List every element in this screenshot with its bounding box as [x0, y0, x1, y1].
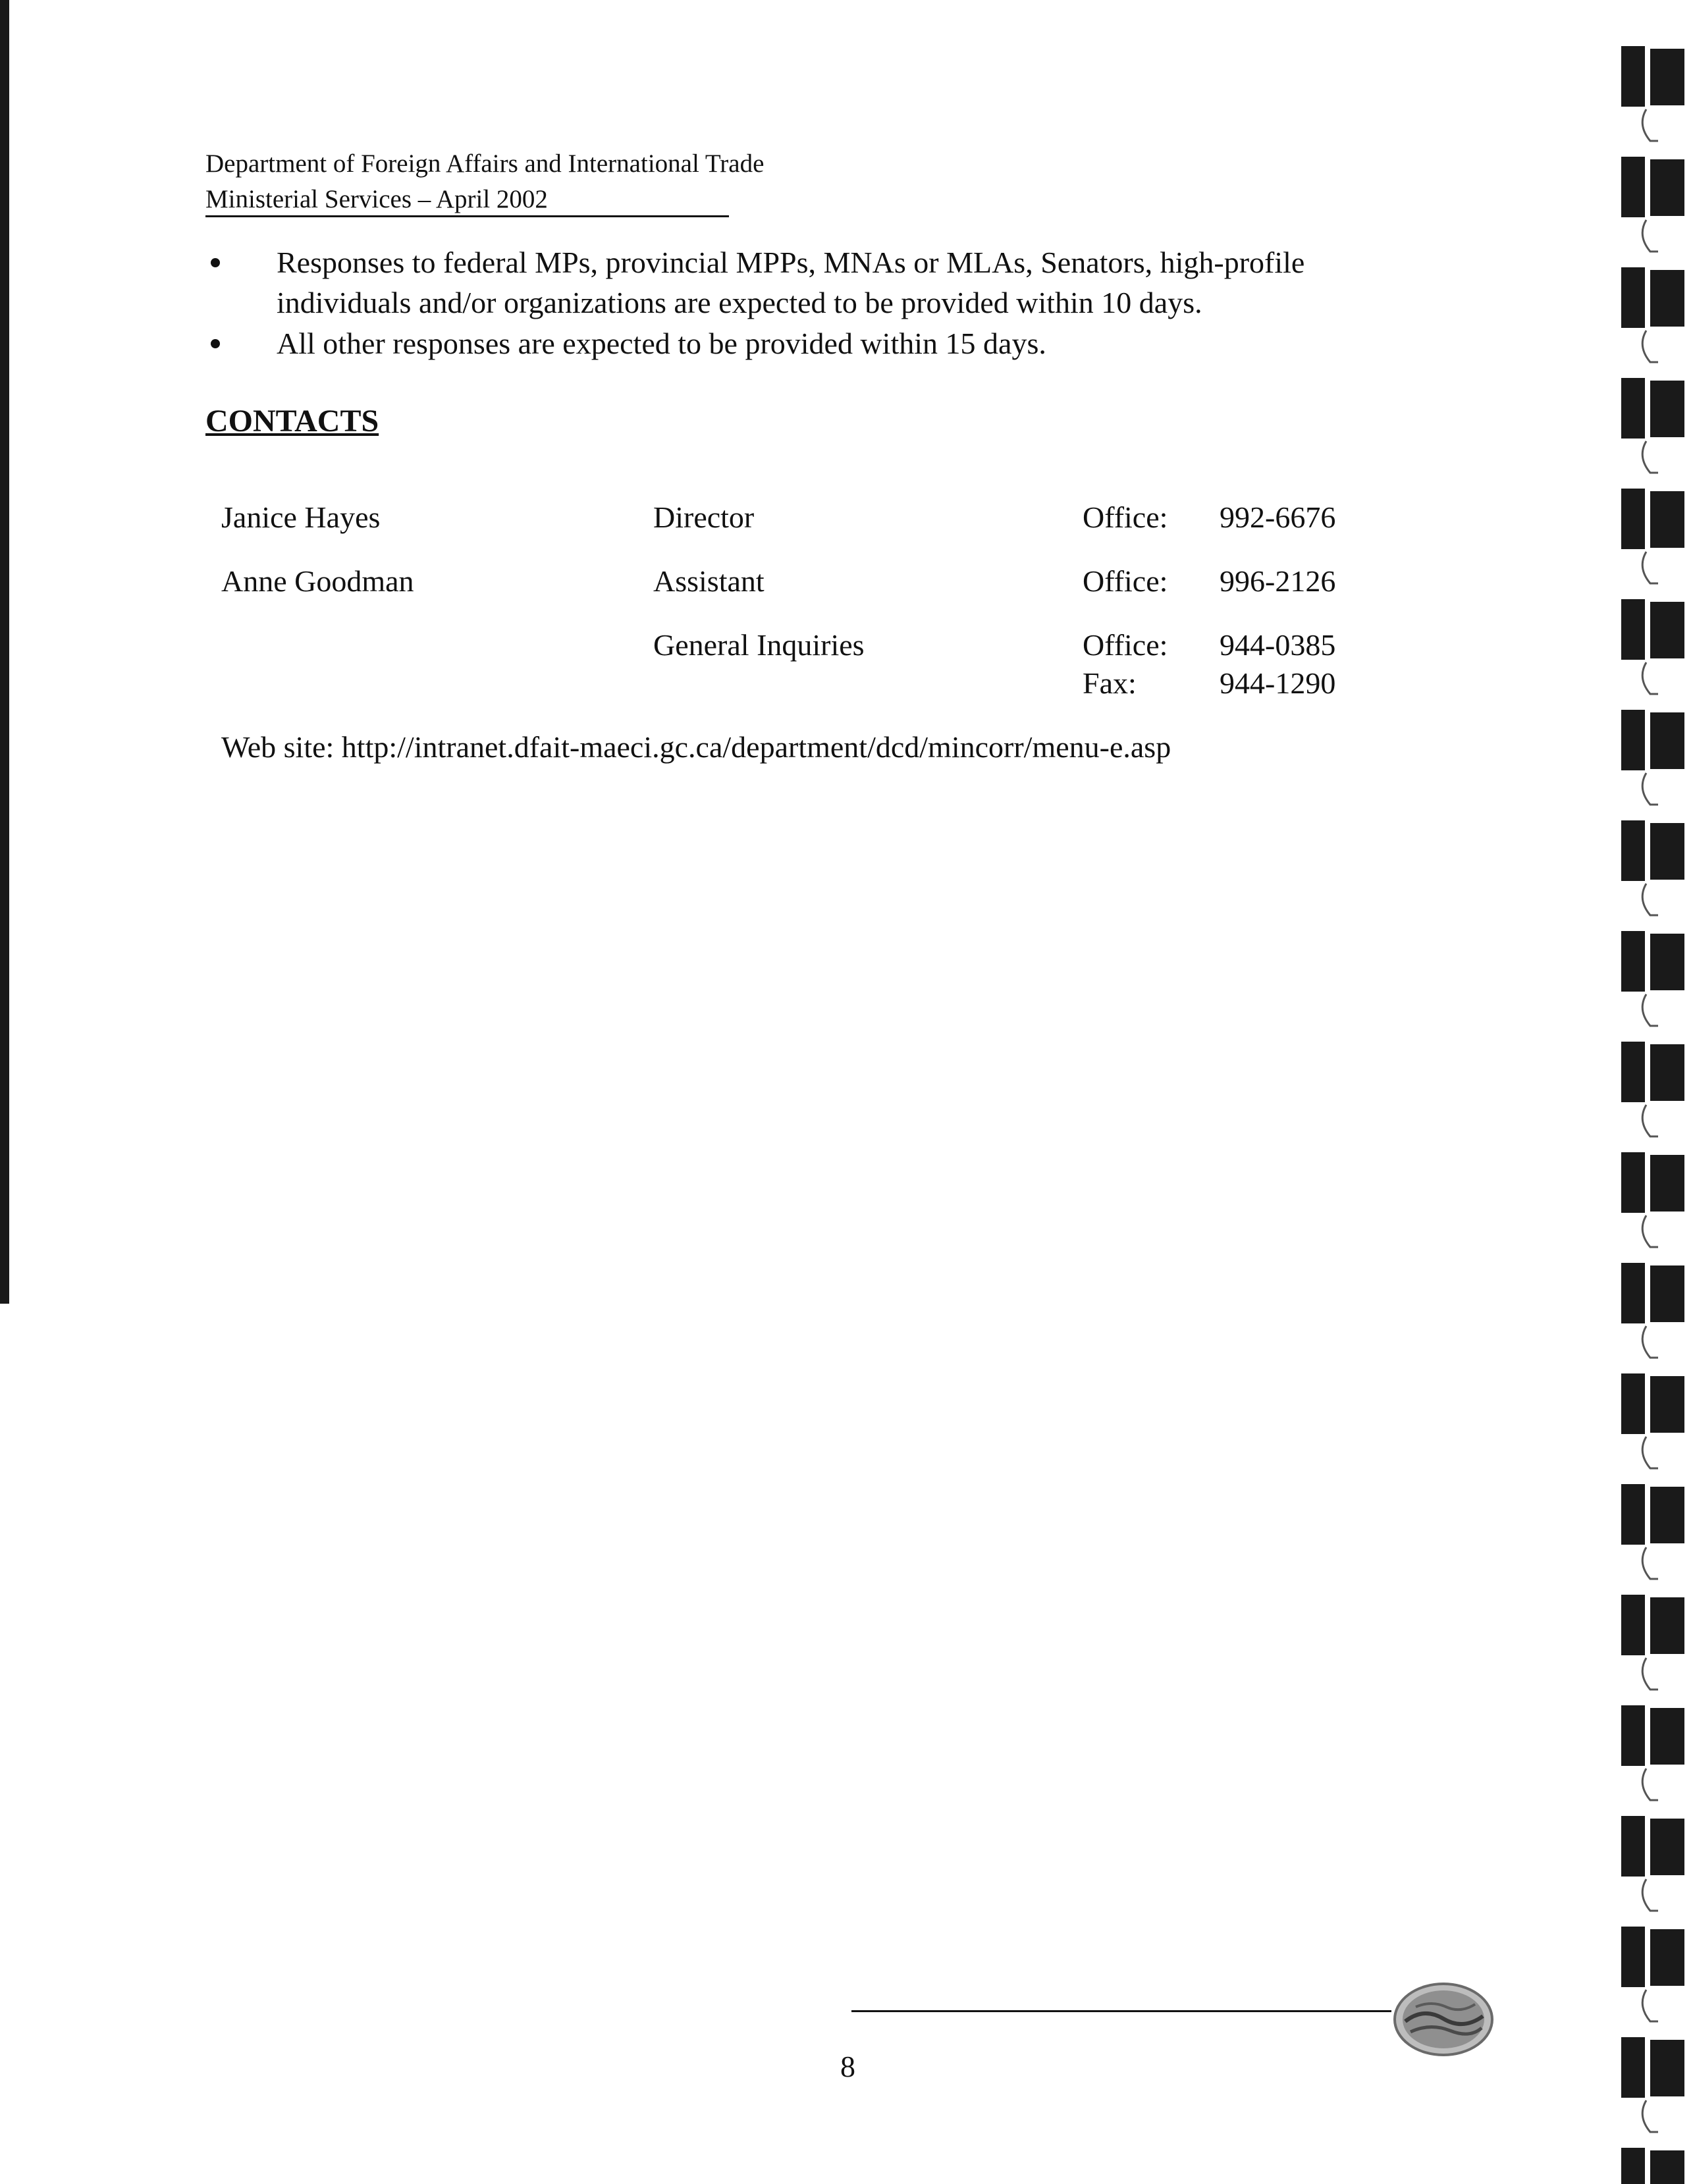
binding-ring: [1621, 2037, 1684, 2132]
contact-phone-label: Office:: [1083, 628, 1168, 662]
list-item: [211, 242, 1462, 323]
contact-fax: 944-1290: [1220, 666, 1336, 700]
spiral-binding-icon: [1607, 0, 1693, 2184]
contact-name: Janice Hayes: [221, 500, 381, 534]
binding-ring: [1621, 931, 1684, 1026]
binding-ring: [1621, 2148, 1684, 2184]
binding-ring: [1621, 710, 1684, 805]
binding-ring: [1621, 378, 1684, 473]
bullet-icon: [211, 258, 220, 267]
footer-rule: [851, 2010, 1391, 2012]
header-department: Department of Foreign Affairs and International Trade: [205, 149, 765, 178]
binding-ring: [1621, 1042, 1684, 1136]
bullet-icon: [211, 339, 220, 348]
binding-ring: [1621, 1927, 1684, 2021]
binding-ring: [1621, 1373, 1684, 1468]
binding-ring: [1621, 267, 1684, 362]
contact-title: Director: [653, 500, 755, 534]
website-url: Web site: http://intranet.dfait-maeci.gc.ca/department/dcd/mincorr/menu-e.asp: [221, 730, 1171, 764]
list-item: [211, 323, 1462, 363]
seal-emblem-icon: [1391, 1981, 1496, 2058]
contact-phone-label: Office:: [1083, 564, 1168, 598]
binding-ring: [1621, 46, 1684, 141]
contact-title: Assistant: [653, 564, 765, 598]
contacts-heading: CONTACTS: [205, 404, 379, 439]
scan-left-edge: [0, 0, 9, 1304]
list-item-text-line: Responses to federal MPs, provincial MPPs, MNAs or MLAs, Senators, high-profile: [277, 246, 1305, 279]
binding-ring: [1621, 157, 1684, 252]
binding-ring: [1621, 599, 1684, 694]
response-times-list: [211, 242, 1462, 364]
binding-ring: [1621, 1152, 1684, 1247]
contact-phone: 996-2126: [1220, 564, 1336, 598]
contact-name: Anne Goodman: [221, 564, 414, 598]
binding-ring: [1621, 820, 1684, 915]
list-item-text-line: All other responses are expected to be provided within 15 days.: [277, 327, 1046, 360]
binding-ring: [1621, 1816, 1684, 1911]
document-header: [205, 146, 764, 217]
binding-ring: [1621, 1263, 1684, 1358]
binding-ring: [1621, 1595, 1684, 1690]
contact-phone-label: Office:: [1083, 500, 1168, 534]
binding-ring: [1621, 1705, 1684, 1800]
contact-phone: 944-0385: [1220, 628, 1336, 662]
page-number: 8: [840, 2050, 855, 2083]
binding-ring: [1621, 1484, 1684, 1579]
header-subtitle: Ministerial Services – April 2002: [205, 184, 729, 217]
contact-title: General Inquiries: [653, 628, 865, 662]
binding-ring: [1621, 489, 1684, 583]
list-item-text-line: individuals and/or organizations are expected to be provided within 10 days.: [277, 286, 1202, 319]
contact-fax-label: Fax:: [1083, 666, 1137, 700]
contact-phone: 992-6676: [1220, 500, 1336, 534]
